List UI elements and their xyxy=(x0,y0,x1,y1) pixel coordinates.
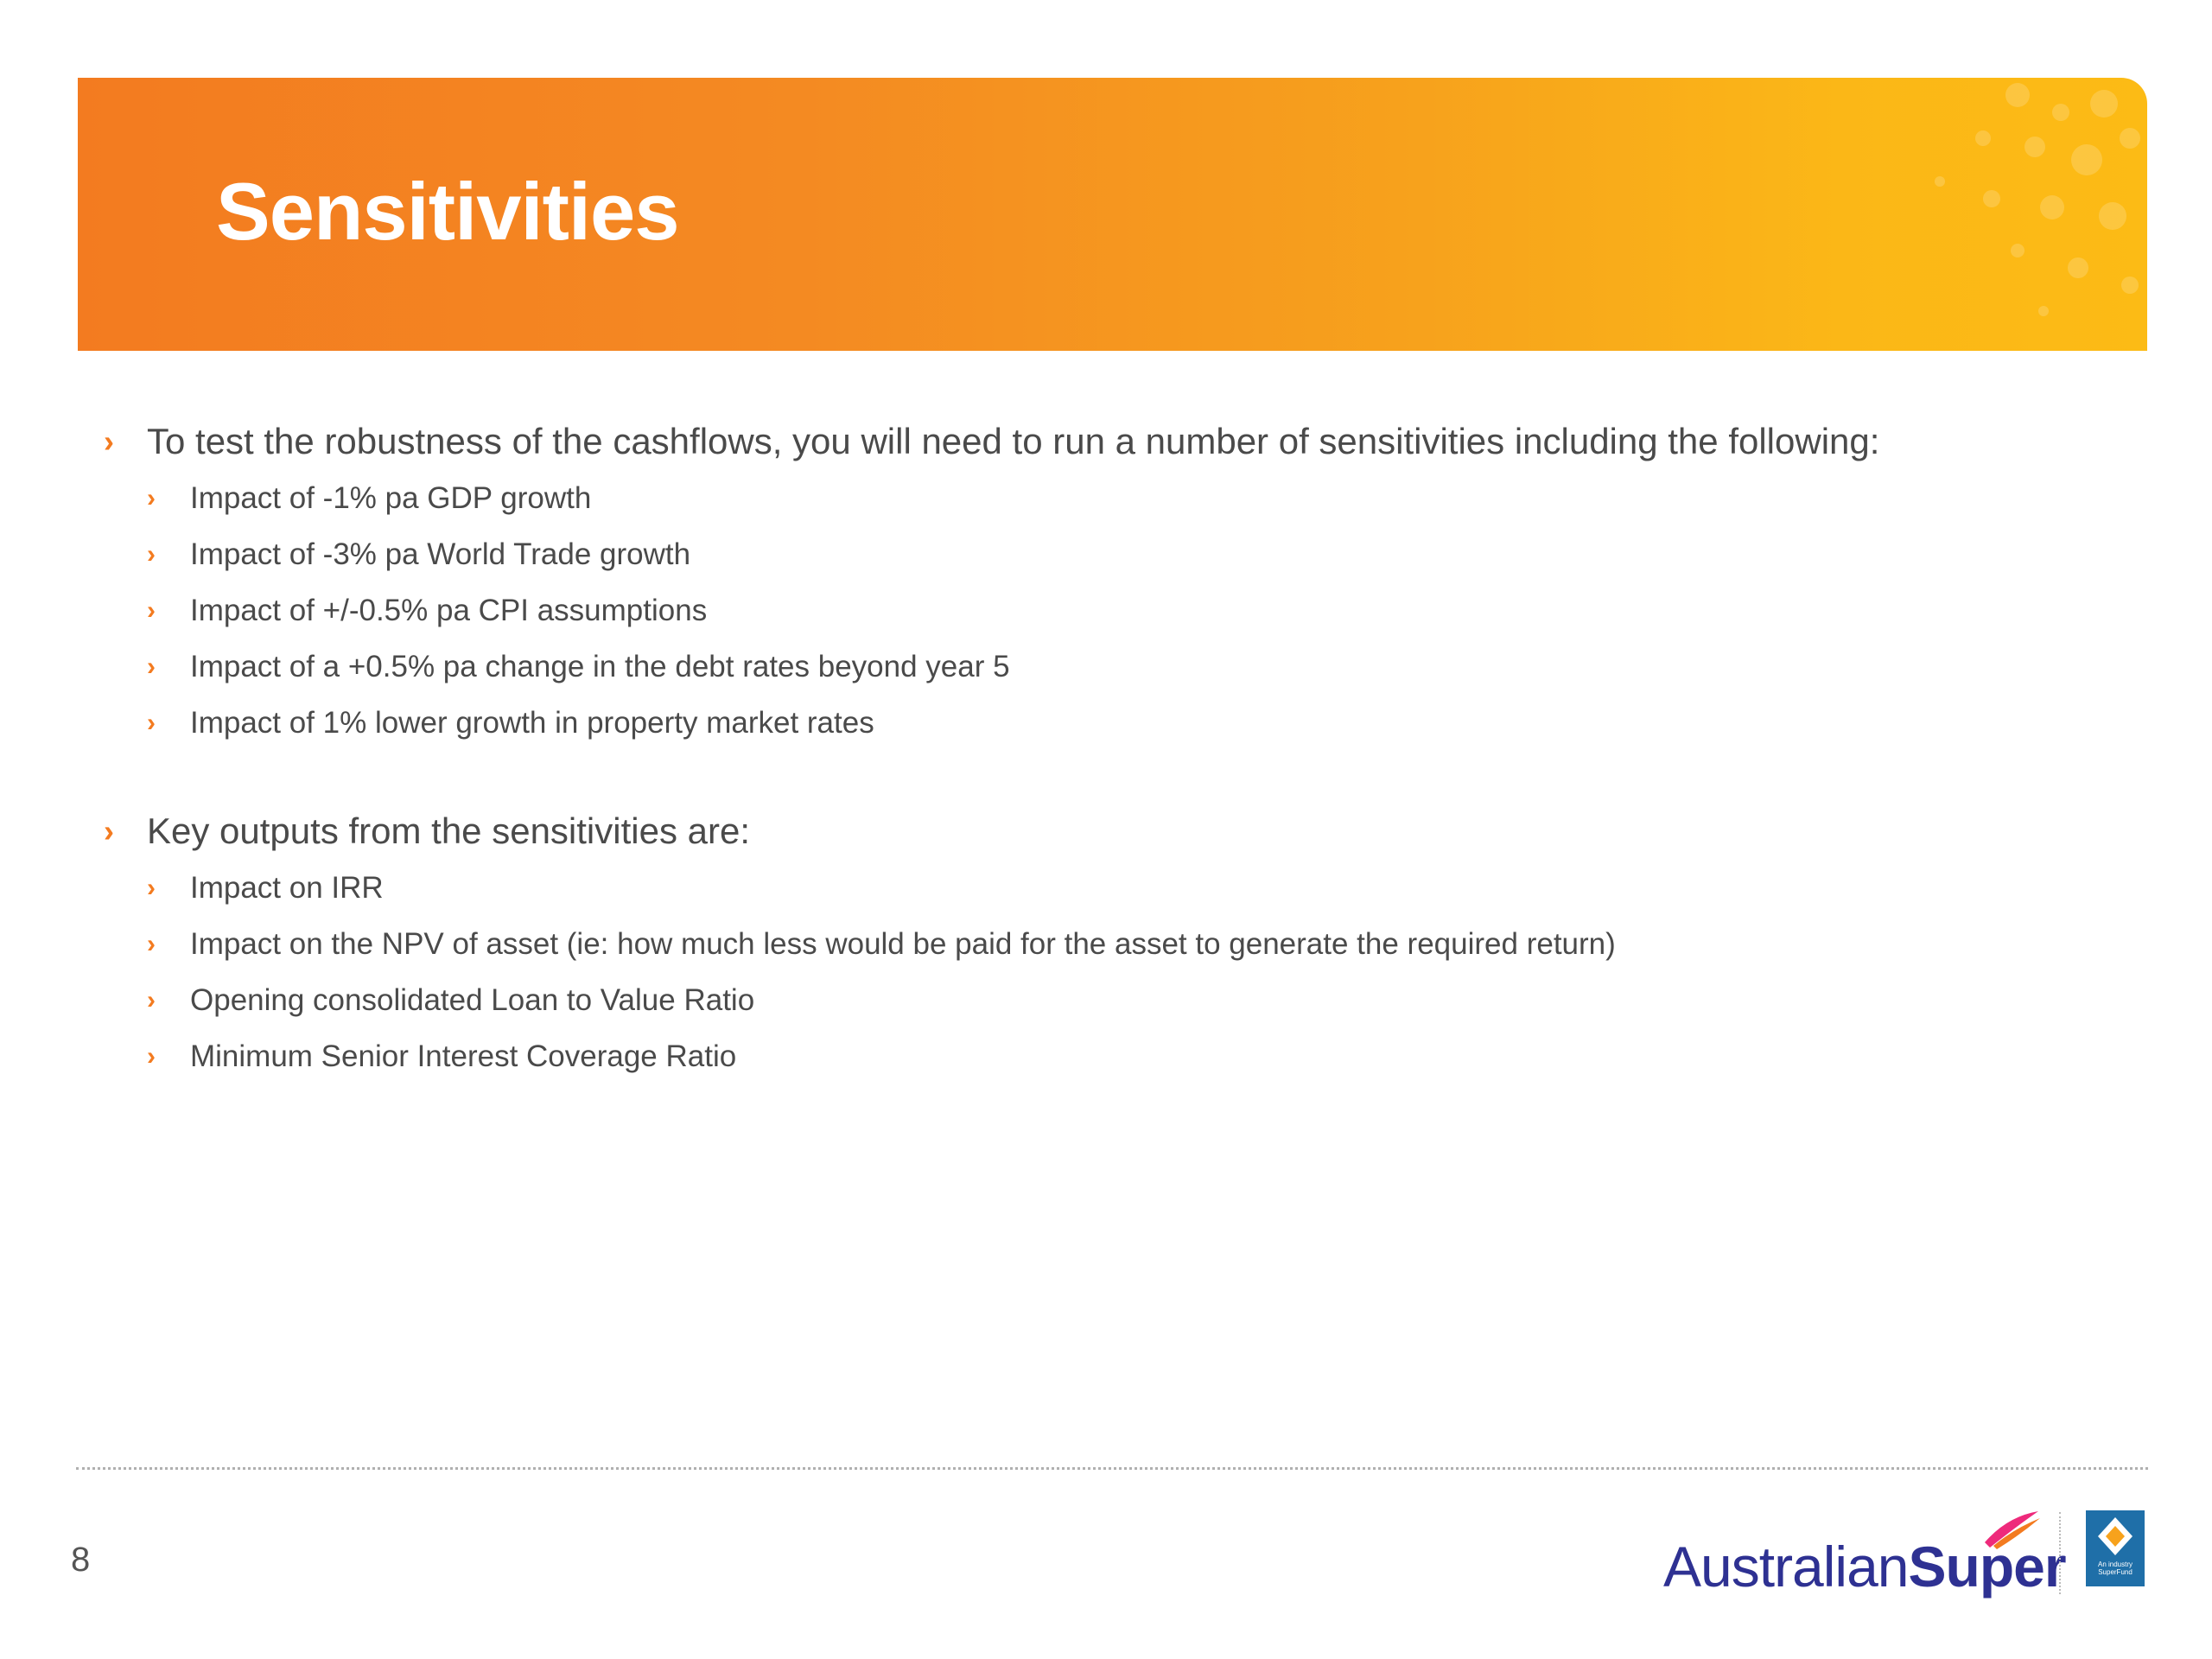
bullet-text: Impact of -3% pa World Trade growth xyxy=(190,537,691,571)
bullet-level2 xyxy=(104,695,2091,751)
industry-superfund-badge xyxy=(2086,1510,2145,1586)
chevron-right-icon: › xyxy=(147,652,156,681)
chevron-right-icon: › xyxy=(147,929,156,958)
bullet-text: Impact on IRR xyxy=(190,870,384,905)
chevron-right-icon: › xyxy=(147,873,156,902)
logo-word-light: Australian xyxy=(1663,1535,1909,1599)
bullet-text: Opening consolidated Loan to Value Ratio xyxy=(190,982,755,1017)
chevron-right-icon: › xyxy=(147,985,156,1014)
slide-title: Sensitivities xyxy=(216,166,679,257)
bullet-text: Minimum Senior Interest Coverage Ratio xyxy=(190,1039,737,1073)
banner-dot-pattern xyxy=(1888,78,2147,351)
logo-word-bold: Super xyxy=(1908,1535,2066,1599)
bullet-group-tests xyxy=(104,413,2091,751)
bullet-text: Impact of a +0.5% pa change in the debt rates beyond year 5 xyxy=(190,649,1010,683)
chevron-right-icon: › xyxy=(147,483,156,512)
bullet-level2 xyxy=(104,916,2091,972)
bullet-level1 xyxy=(104,413,2091,470)
bullet-level2 xyxy=(104,860,2091,916)
bullet-level2 xyxy=(104,582,2091,639)
footer-divider xyxy=(76,1467,2148,1470)
chevron-right-icon: › xyxy=(147,708,156,737)
bullet-text: Impact of -1% pa GDP growth xyxy=(190,480,592,515)
bullet-level2 xyxy=(104,526,2091,582)
bullet-text: Impact of +/-0.5% pa CPI assumptions xyxy=(190,593,708,627)
chevron-right-icon: › xyxy=(104,423,114,459)
page-number: 8 xyxy=(71,1541,91,1579)
logo-separator xyxy=(2059,1512,2061,1594)
bullet-text: To test the robustness of the cashflows, you will need to run a number of sensitivities including the following: xyxy=(147,421,1880,461)
bullet-content xyxy=(104,413,2091,1136)
chevron-right-icon: › xyxy=(147,1041,156,1071)
chevron-right-icon: › xyxy=(147,595,156,625)
badge-text: An industry SuperFund xyxy=(2097,1560,2133,1576)
bullet-level2 xyxy=(104,972,2091,1028)
bullet-group-outputs xyxy=(104,803,2091,1084)
bullet-text: Impact of 1% lower growth in property market rates xyxy=(190,705,874,740)
chevron-right-icon: › xyxy=(147,539,156,569)
bullet-level2 xyxy=(104,639,2091,695)
title-banner xyxy=(78,78,2147,351)
diamond-icon xyxy=(2086,1510,2145,1562)
logo-wordmark xyxy=(1663,1534,2066,1599)
chevron-right-icon: › xyxy=(104,813,114,849)
australiansuper-logo xyxy=(1663,1508,2066,1603)
bullet-level2 xyxy=(104,1028,2091,1084)
bullet-text: Key outputs from the sensitivities are: xyxy=(147,810,750,851)
bullet-level2 xyxy=(104,470,2091,526)
bullet-text: Impact on the NPV of asset (ie: how much less would be paid for the asset to generate the required return) xyxy=(190,926,1616,961)
bullet-level1 xyxy=(104,803,2091,860)
